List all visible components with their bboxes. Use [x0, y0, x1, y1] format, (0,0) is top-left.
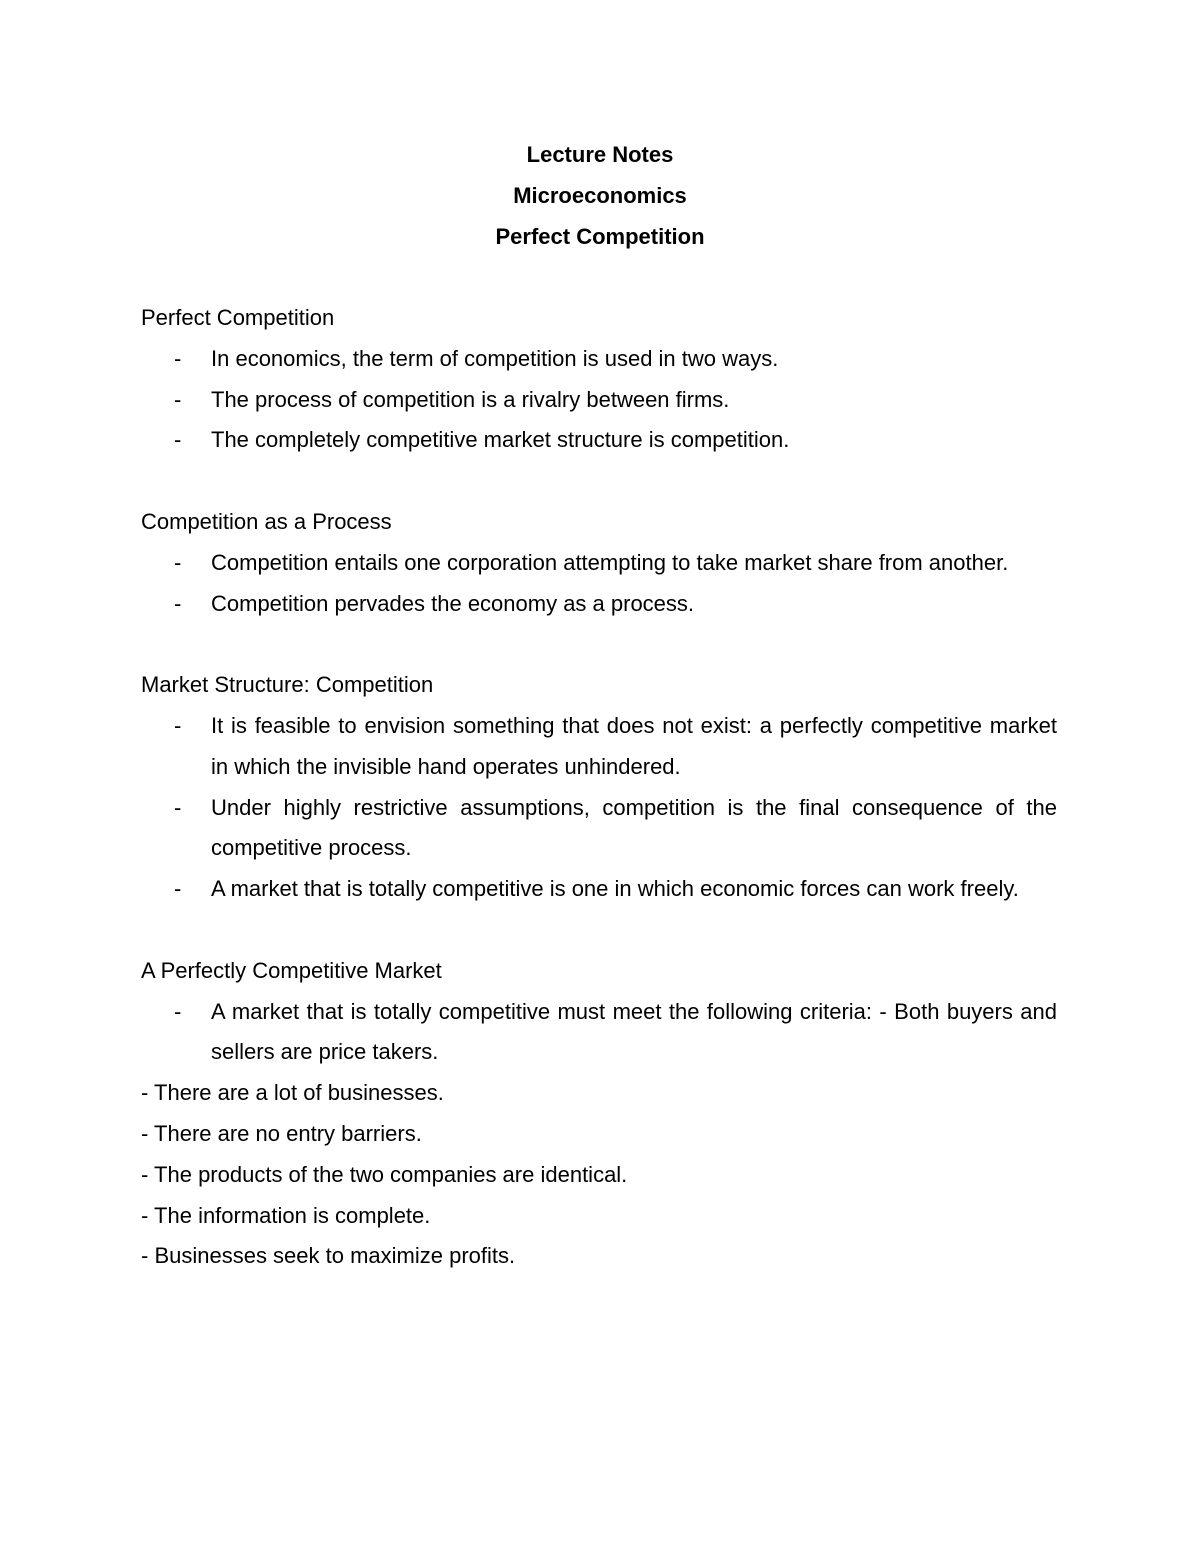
- bullet-text: A market that is totally competitive must meet the following criteria: - Both buyers and sellers are price takers.: [211, 998, 1057, 1065]
- bullet-list: [141, 992, 1057, 1074]
- title-course: Microeconomics: [513, 182, 687, 208]
- bullet-dash: -: [174, 427, 182, 453]
- title-lecture-notes: Lecture Notes: [526, 142, 674, 167]
- bullet-text: The process of competition is a rivalry between firms.: [211, 386, 730, 412]
- bullet-dash: -: [174, 794, 182, 820]
- bullet-dash: -: [174, 549, 182, 575]
- bullet-dash: -: [174, 590, 182, 616]
- bullet-dash: -: [174, 712, 182, 738]
- list-item: [141, 339, 1057, 380]
- list-item: [141, 788, 1057, 870]
- document-titles: [0, 135, 1200, 257]
- document-body: [141, 298, 1057, 1277]
- section-heading-perfect-competition: Perfect Competition: [141, 305, 335, 330]
- paragraph-gap: [141, 461, 1057, 502]
- bullet-list: [141, 339, 1057, 461]
- bullet-dash: -: [174, 386, 182, 412]
- bullet-list: [141, 543, 1057, 625]
- criteria-line: - Businesses seek to maximize profits.: [141, 1243, 516, 1269]
- bullet-text: It is feasible to envision something that does not exist: a perfectly competitive market in which the invisible hand operates unhindered.: [211, 712, 1057, 779]
- paragraph-gap: [141, 624, 1057, 665]
- list-item: [141, 584, 1057, 625]
- bullet-text: A market that is totally competitive is one in which economic forces can work freely.: [211, 876, 1019, 902]
- bullet-text: Competition pervades the economy as a process.: [211, 590, 695, 616]
- bullet-text: The completely competitive market structure is competition.: [211, 427, 790, 453]
- criteria-line: - The products of the two companies are identical.: [141, 1161, 628, 1187]
- bullet-dash: -: [174, 998, 182, 1024]
- bullet-list: [141, 706, 1057, 910]
- section-heading-market-structure: Market Structure: Competition: [141, 672, 434, 698]
- list-item: [141, 706, 1057, 788]
- paragraph-gap: [141, 910, 1057, 951]
- criteria-line: - There are a lot of businesses.: [141, 1080, 444, 1106]
- bullet-text: Competition entails one corporation attempting to take market share from another.: [211, 549, 1009, 575]
- list-item: [141, 543, 1057, 584]
- list-item: [141, 420, 1057, 461]
- list-item: [141, 869, 1057, 910]
- list-item: [141, 380, 1057, 421]
- section-heading-perfectly-competitive-market: A Perfectly Competitive Market: [141, 957, 442, 983]
- bullet-text: In economics, the term of competition is used in two ways.: [211, 345, 779, 371]
- list-item: [141, 992, 1057, 1074]
- title-topic: Perfect Competition: [495, 223, 705, 249]
- section-heading-competition-as-process: Competition as a Process: [141, 508, 392, 534]
- criteria-line: - The information is complete.: [141, 1202, 431, 1228]
- bullet-dash: -: [174, 876, 182, 902]
- bullet-dash: -: [174, 345, 182, 371]
- bullet-text: Under highly restrictive assumptions, competition is the final consequence of the competitive process.: [211, 794, 1057, 861]
- criteria-line: - There are no entry barriers.: [141, 1120, 422, 1146]
